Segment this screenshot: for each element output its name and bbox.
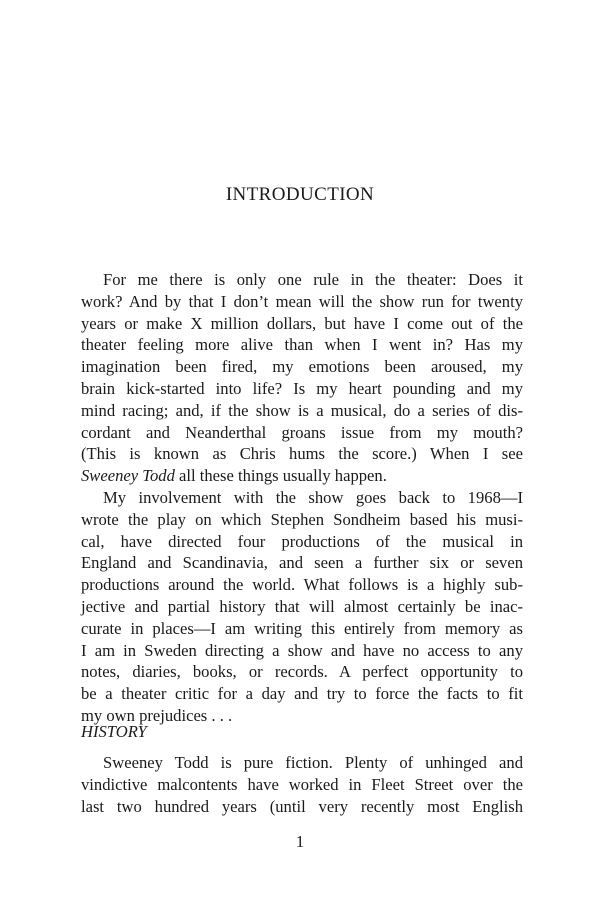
text-line: last two hundred years (until very recently most English [81, 796, 523, 816]
text-line: cal, have directed four productions of the musical in [81, 531, 523, 551]
paragraph-3 [81, 752, 523, 817]
text-line: wrote the play on which Stephen Sondheim based his musi- [81, 509, 523, 529]
text-line: cordant and Neanderthal groans issue from my mouth? [81, 422, 523, 442]
text-line [81, 465, 523, 487]
text-line: My involvement with the show goes back to 1968—I [103, 487, 523, 507]
history-body [81, 752, 523, 817]
text-line: Sweeney Todd is pure fiction. Plenty of unhinged and [103, 753, 523, 772]
text-line: curate in places—I am writing this entirely from memory as [81, 618, 523, 638]
section-heading: HISTORY [81, 722, 147, 741]
italic-title: Sweeney Todd [81, 466, 175, 486]
text-fragment: all these things usually happen. [174, 466, 387, 486]
text-line: notes, diaries, books, or records. A perfect opportunity to [81, 662, 523, 682]
text-line: jective and partial history that will almost certainly be inac- [81, 596, 523, 616]
text-line: (This is known as Chris hums the score.) When I see [81, 444, 523, 464]
page-number: 1 [295, 832, 305, 851]
text-line: theater feeling more alive than when I went in? Has my [81, 335, 523, 355]
paragraph-1 [81, 269, 523, 487]
text-line: For me there is only one rule in the theater: Does it [103, 270, 523, 289]
text-line: productions around the world. What follows is a highly sub- [81, 575, 523, 595]
text-line: I am in Sweden directing a show and have no access to any [81, 640, 523, 660]
paragraph-2 [81, 487, 523, 727]
text-line: my own prejudices . . . [81, 705, 233, 725]
text-line: England and Scandinavia, and seen a further six or seven [81, 553, 523, 573]
chapter-title: INTRODUCTION [225, 184, 375, 205]
text-line: vindictive malcontents have worked in Fleet Street over the [81, 774, 523, 794]
text-line: imagination been fired, my emotions been aroused, my [81, 357, 523, 377]
text-line: work? And by that I don’t mean will the show run for twenty [81, 291, 523, 311]
intro-body [81, 269, 523, 727]
text-line: be a theater critic for a day and try to force the facts to fit [81, 684, 523, 704]
text-line: years or make X million dollars, but have I come out of the [81, 313, 523, 333]
text-line: brain kick-started into life? Is my heart pounding and my [81, 378, 523, 398]
text-line: mind racing; and, if the show is a musical, do a series of dis- [81, 400, 523, 420]
